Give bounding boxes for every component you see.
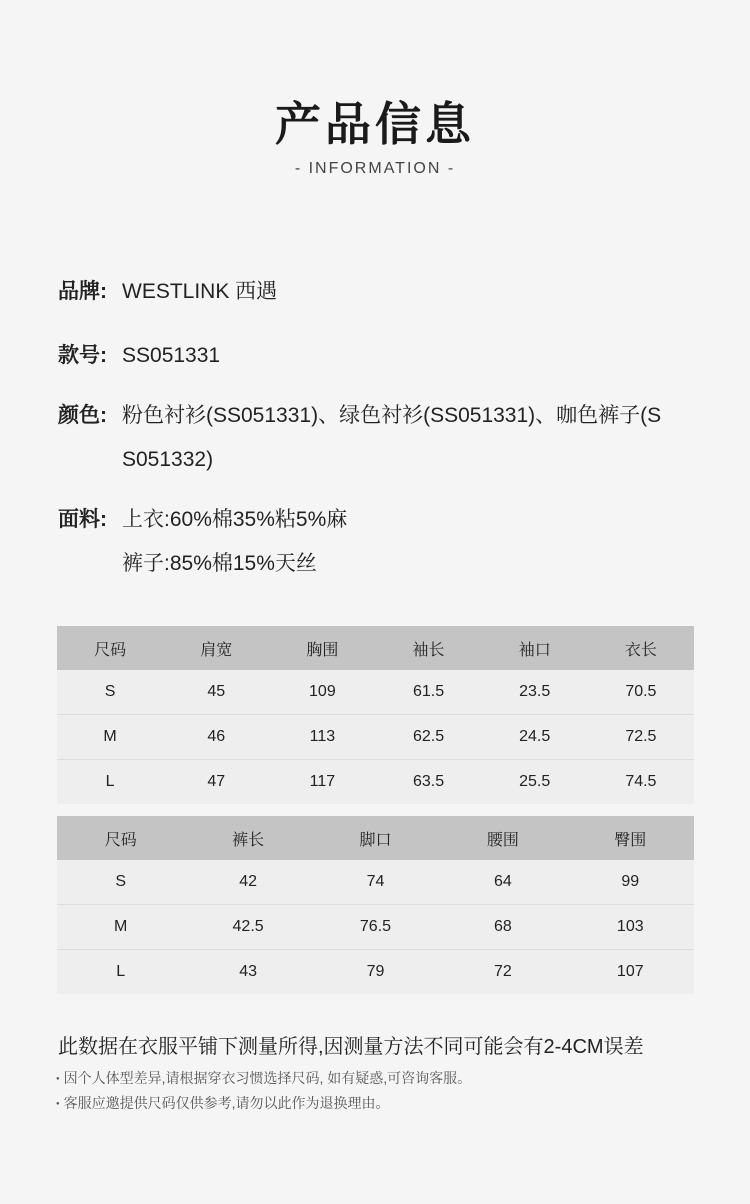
table-cell: 63.5	[375, 760, 481, 805]
table-cell: 117	[269, 760, 375, 805]
bullet-dot-icon: ●	[56, 1076, 60, 1083]
color-label: 颜色:	[58, 404, 107, 427]
brand-label: 品牌:	[58, 280, 107, 303]
table-cell: 25.5	[482, 760, 588, 805]
fabric-top: 上衣:60%棉35%粘5%麻	[122, 508, 348, 531]
column-header: 臀围	[567, 816, 694, 860]
fabric-row	[58, 498, 682, 586]
color-row	[58, 394, 682, 482]
style-no-label: 款号:	[58, 344, 107, 367]
column-header: 衣长	[588, 626, 694, 670]
note-bullet-text: 因个人体型差异,请根据穿衣习惯选择尺码, 如有疑惑,可咨询客服。	[63, 1070, 472, 1086]
table-cell: 70.5	[588, 670, 694, 715]
column-header: 袖口	[482, 626, 588, 670]
table-row	[57, 670, 694, 715]
table-cell: 46	[163, 715, 269, 760]
style-no-row	[58, 334, 682, 378]
column-header: 脚口	[312, 816, 439, 860]
page-subtitle: - INFORMATION -	[294, 160, 456, 177]
fabric-label: 面料:	[58, 508, 107, 531]
column-header: 腰围	[439, 816, 566, 860]
table-cell: 107	[567, 950, 694, 995]
table-cell: 68	[439, 905, 566, 950]
column-header: 尺码	[57, 626, 163, 670]
table-cell: 109	[269, 670, 375, 715]
table-cell: 42	[184, 860, 311, 905]
table-cell: 47	[163, 760, 269, 805]
table-cell: 45	[163, 670, 269, 715]
table-cell: 64	[439, 860, 566, 905]
brand-value: WESTLINK 西遇	[122, 280, 278, 303]
pants-size-table	[57, 816, 694, 994]
table-cell: 74.5	[588, 760, 694, 805]
color-value-line-1: 粉色衬衫(SS051331)、绿色衬衫(SS051331)、咖色裤子(S	[122, 404, 662, 427]
table-row	[57, 860, 694, 905]
color-value-line-2: S051332)	[122, 448, 214, 471]
table-cell: 74	[312, 860, 439, 905]
table-cell: 61.5	[375, 670, 481, 715]
table-cell: 62.5	[375, 715, 481, 760]
column-header: 胸围	[269, 626, 375, 670]
table-cell: 99	[567, 860, 694, 905]
table-cell: 24.5	[482, 715, 588, 760]
table-row	[57, 760, 694, 805]
table-row	[57, 950, 694, 995]
table-header-row	[57, 816, 694, 860]
table-cell: 79	[312, 950, 439, 995]
table-cell: L	[57, 760, 163, 805]
table-cell: 72	[439, 950, 566, 995]
table-cell: 76.5	[312, 905, 439, 950]
table-row	[57, 905, 694, 950]
table-cell: 23.5	[482, 670, 588, 715]
brand-row	[58, 270, 682, 314]
table-cell: L	[57, 950, 184, 995]
bullet-dot-icon: ●	[56, 1101, 60, 1108]
column-header: 尺码	[57, 816, 184, 860]
style-no-value: SS051331	[122, 344, 221, 367]
table-cell: 43	[184, 950, 311, 995]
page-title: 产品信息	[275, 98, 475, 150]
fabric-value	[122, 498, 682, 586]
table-cell: 72.5	[588, 715, 694, 760]
table-cell: M	[57, 905, 184, 950]
column-header: 肩宽	[163, 626, 269, 670]
fabric-pants: 裤子:85%棉15%天丝	[122, 552, 317, 575]
table-cell: S	[57, 670, 163, 715]
color-value	[122, 394, 682, 482]
note-bullet-2	[56, 1093, 390, 1113]
table-cell: 113	[269, 715, 375, 760]
table-header-row	[57, 626, 694, 670]
note-bullet-1	[56, 1068, 471, 1088]
table-row	[57, 715, 694, 760]
table-cell: M	[57, 715, 163, 760]
column-header: 袖长	[375, 626, 481, 670]
note-bullet-text: 客服应邀提供尺码仅供参考,请勿以此作为退换理由。	[63, 1095, 390, 1111]
table-cell: S	[57, 860, 184, 905]
measurement-note: 此数据在衣服平铺下测量所得,因测量方法不同可能会有2-4CM误差	[58, 1036, 644, 1058]
table-cell: 103	[567, 905, 694, 950]
top-size-table	[57, 626, 694, 804]
column-header: 裤长	[184, 816, 311, 860]
table-cell: 42.5	[184, 905, 311, 950]
